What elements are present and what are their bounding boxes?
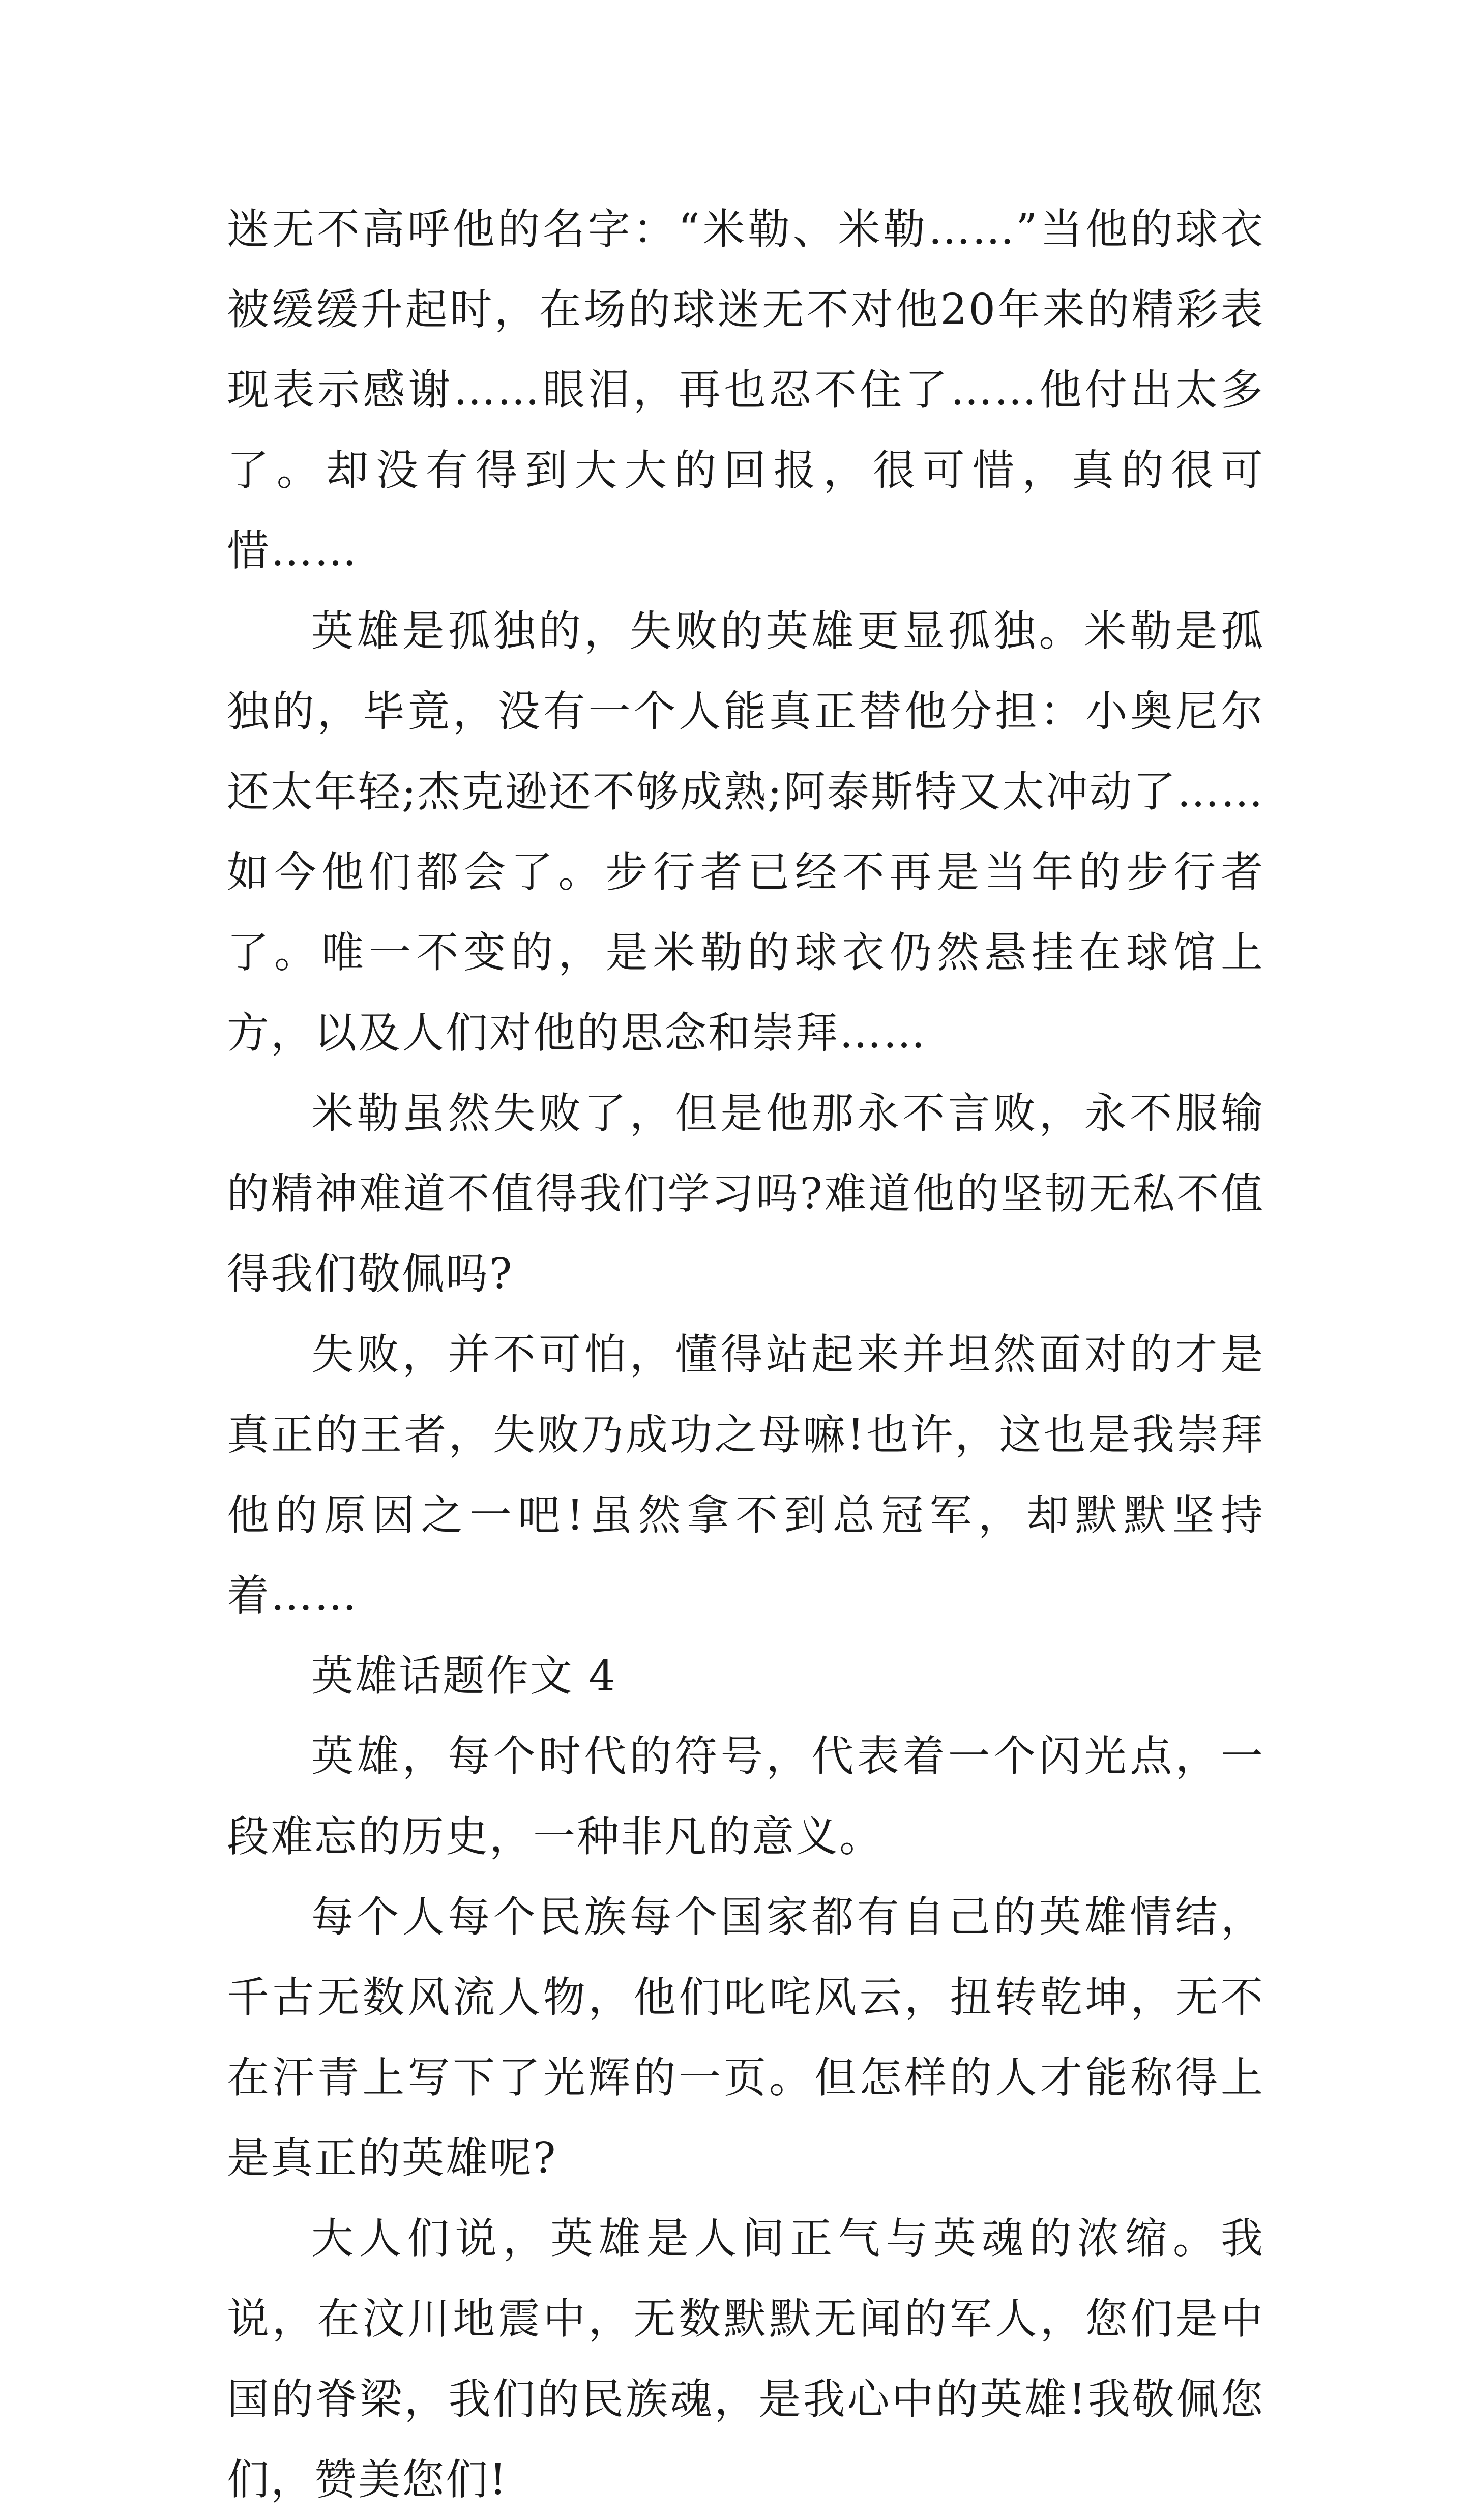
paragraph: 英雄是孤独的，失败的英雄更显孤独。米勒是孤独的，毕竟，没有一个人能真正替他分担：小奥尼尔还太年轻;杰克逊还不够成熟;阿泰斯特又太冲动了……如今他们都会了。步行者已经不再是当年的步行者了。唯一不变的，是米勒的球衣仍然悬挂在球馆上方，以及人们对他的思念和崇拜…… [227, 606, 1264, 1058]
paragraph: 每个人每个民族每个国家都有自己的英雄情结，千古无数风流人物，他们叱咤风云，扭转乾坤，无不在汗青上写下了光辉的一页。但怎样的人才能称得上是真正的英雄呢? [227, 1892, 1264, 2183]
paragraph: 大人们说，英雄是人间正气与英魂的浓缩。我说，在汶川地震中，无数默默无闻的军人，您们是中国的脊梁，我们的民族魂，是我心中的英雄!我敬佩您们，赞美您们! [227, 2214, 1264, 2504]
paragraph: 英雄，每个时代的符号，代表着一个闪光点，一段难忘的历史，一种非凡的意义。 [227, 1732, 1264, 1861]
essay-body [227, 189, 1264, 2520]
paragraph: 失败，并不可怕，懂得站起来并坦然面对的才是真正的王者，失败乃成功之母嘛!也许，这也是我崇拜他的原因之一吧!虽然拿不到总冠军，却默默坚持着…… [227, 1330, 1264, 1620]
section-heading: 英雄话题作文 4 [311, 1651, 617, 1701]
paragraph: 米勒虽然失败了，但是他那永不言败，永不服输的精神难道不值得我们学习吗?难道他的坚韧无私不值得我们敬佩吗? [227, 1089, 1264, 1299]
paragraph-continued: 迷无不高呼他的名字：“米勒、米勒……”当他的球衣被缓缓升起时，在场的球迷无不对他20年来的精彩表现表示感谢……眼泪，再也忍不住了……他付出太多了。却没有得到大大的回报，很可惜，真的很可惜…… [227, 204, 1264, 575]
